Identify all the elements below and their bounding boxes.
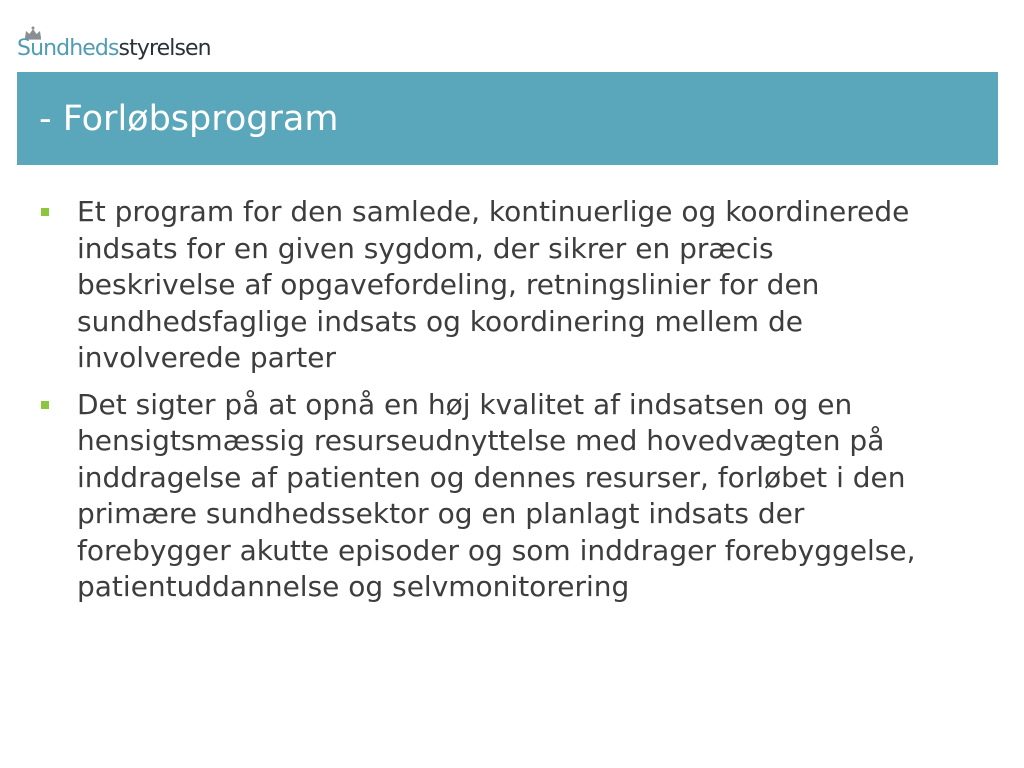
square-bullet-icon	[41, 208, 49, 216]
slide-title: - Forløbsprogram	[39, 99, 339, 139]
logo-text-accent: Sundheds	[17, 36, 119, 61]
logo-text-dark: styrelsen	[118, 36, 211, 61]
logo-wordmark	[17, 36, 211, 61]
title-bar	[17, 72, 998, 165]
square-bullet-icon	[41, 401, 49, 409]
bullet-text: Det sigter på at opnå en høj kvalitet af indsatsen og en hensigtsmæssig resurseudnyttelse med hovedvægten på inddragelse af patienten og dennes resurser, forløbet i den primære sundhedssektor og en planlagt indsats der forebygger akutte episoder og som inddrager forebyggelse, patientuddannelse og selvmonitorering	[77, 387, 916, 603]
bullet-item	[40, 194, 940, 377]
bullet-item	[40, 387, 940, 606]
bullet-list	[40, 194, 940, 616]
bullet-text: Et program for den samlede, kontinuerlige og koordinerede indsats for en given sygdom, der sikrer en præcis beskrivelse af opgavefordeling, retningslinier for den sundhedsfaglige indsats og koordinering mellem de involverede parter	[77, 195, 910, 374]
logo	[17, 26, 217, 66]
